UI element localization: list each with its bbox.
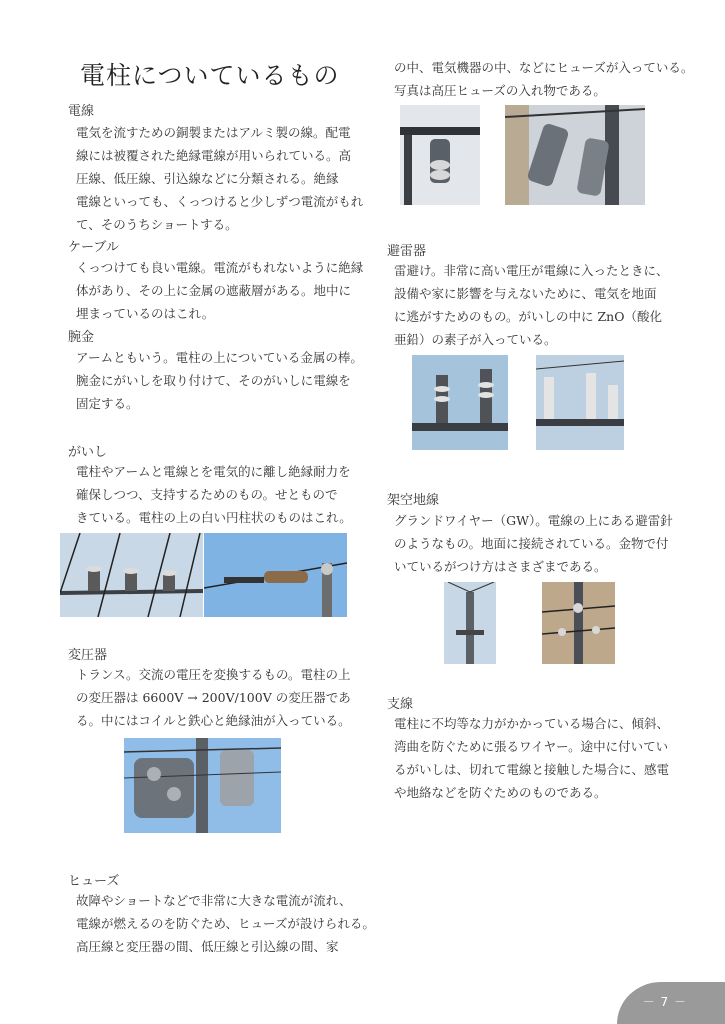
heading-densen: 電線	[68, 104, 95, 119]
transformer-photo	[124, 738, 281, 833]
text-line: のようなもの。地面に接続されている。金物で付	[394, 536, 669, 551]
heading-shisen: 支線	[387, 697, 414, 712]
text-udegane	[76, 346, 363, 415]
arrester-photo-2	[536, 355, 624, 450]
text-fuse-continued	[394, 56, 693, 102]
text-densen	[76, 121, 363, 236]
text-line: 写真は高圧ヒューズの入れ物である。	[394, 83, 606, 98]
heading-kakuchisen: 架空地線	[387, 493, 440, 508]
text-line: て、そのうちショートする。	[76, 217, 238, 232]
insulator-photo-2	[204, 533, 347, 617]
text-line: くっつけても良い電線。電流がもれないように絶縁	[76, 260, 364, 275]
text-hiraiki	[394, 259, 669, 351]
text-line: 埋まっているのはこれ。	[76, 306, 215, 321]
text-line: 電柱やアームと電線とを電気的に離し絶縁耐力を	[76, 464, 351, 479]
text-line: 腕金にがいしを取り付けて、そのがいしに電線を	[76, 373, 351, 388]
text-line: 電柱に不均等な力がかかっている場合に、傾斜、	[394, 716, 670, 731]
text-line: に逃がすためのもの。がいしの中に ZnO（酸化	[394, 309, 662, 324]
text-line: 確保しつつ、支持するためのもの。せともので	[76, 487, 338, 502]
ground-wire-photo-2	[542, 582, 615, 664]
text-henatsuki	[76, 663, 351, 732]
text-line: 高圧線と変圧器の間、低圧線と引込線の間、家	[76, 939, 339, 954]
fuse-photo-1	[400, 105, 480, 205]
heading-cable: ケーブル	[68, 240, 119, 255]
text-line: や地絡などを防ぐためのものである。	[394, 785, 607, 800]
text-line: の変圧器は 6600V → 200V/100V の変圧器であ	[76, 690, 351, 705]
text-line: きている。電柱の上の白い円柱状のものはこれ。	[76, 510, 352, 525]
text-line: の中、電気機器の中、などにヒューズが入っている。	[394, 60, 694, 75]
page-title: 電柱についているもの	[80, 61, 340, 90]
text-line: 亜鉛）の素子が入っている。	[394, 332, 557, 347]
text-line: アームともいう。電柱の上についている金属の棒。	[76, 350, 363, 365]
heading-henatsuki: 変圧器	[68, 648, 108, 663]
text-gaishi	[76, 460, 352, 529]
text-line: グランドワイヤー（GW）。電線の上にある避雷針	[394, 513, 673, 528]
text-line: トランス。交流の電圧を変換するもの。電柱の上	[76, 667, 351, 682]
text-line: 電線といっても、くっつけると少しずつ電流がもれ	[76, 194, 364, 209]
text-line: 設備や家に影響を与えないために、電気を地面	[394, 286, 657, 301]
text-line: 故障やショートなどで非常に大きな電流が流れ、	[76, 893, 352, 908]
text-line: 固定する。	[76, 396, 139, 411]
fuse-photo-2	[505, 105, 645, 205]
page-number: － 7 －	[642, 995, 687, 1009]
heading-gaishi: がいし	[68, 445, 108, 460]
text-shisen	[394, 712, 669, 804]
text-line: 湾曲を防ぐために張るワイヤー。途中に付いてい	[394, 739, 669, 754]
text-line: いているがつけ方はさまざまである。	[394, 559, 607, 574]
insulator-photo-1	[60, 533, 203, 617]
text-fuse	[76, 889, 375, 958]
text-line: 電線が燃えるのを防ぐため、ヒューズが設けられる。	[76, 916, 375, 931]
heading-fuse: ヒューズ	[68, 874, 120, 889]
text-line: 体があり、その上に金属の遮蔽層がある。地中に	[76, 283, 352, 298]
heading-udegane: 腕金	[68, 330, 95, 345]
text-line: 電気を流すための銅製またはアルミ製の線。配電	[76, 125, 351, 140]
text-kakuchisen	[394, 509, 673, 578]
text-line: 線には被覆された絶縁電線が用いられている。高	[76, 148, 352, 163]
text-line: るがいしは、切れて電線と接触した場合に、感電	[394, 762, 670, 777]
text-line: 圧線、低圧線、引込線などに分類される。絶縁	[76, 171, 339, 186]
ground-wire-photo-1	[444, 582, 496, 664]
text-line: る。中にはコイルと鉄心と絶縁油が入っている。	[76, 713, 351, 728]
heading-hiraiki: 避雷器	[387, 244, 427, 259]
text-cable	[76, 256, 363, 325]
text-line: 雷避け。非常に高い電圧が電線に入ったときに、	[394, 263, 669, 278]
arrester-photo-1	[412, 355, 508, 450]
